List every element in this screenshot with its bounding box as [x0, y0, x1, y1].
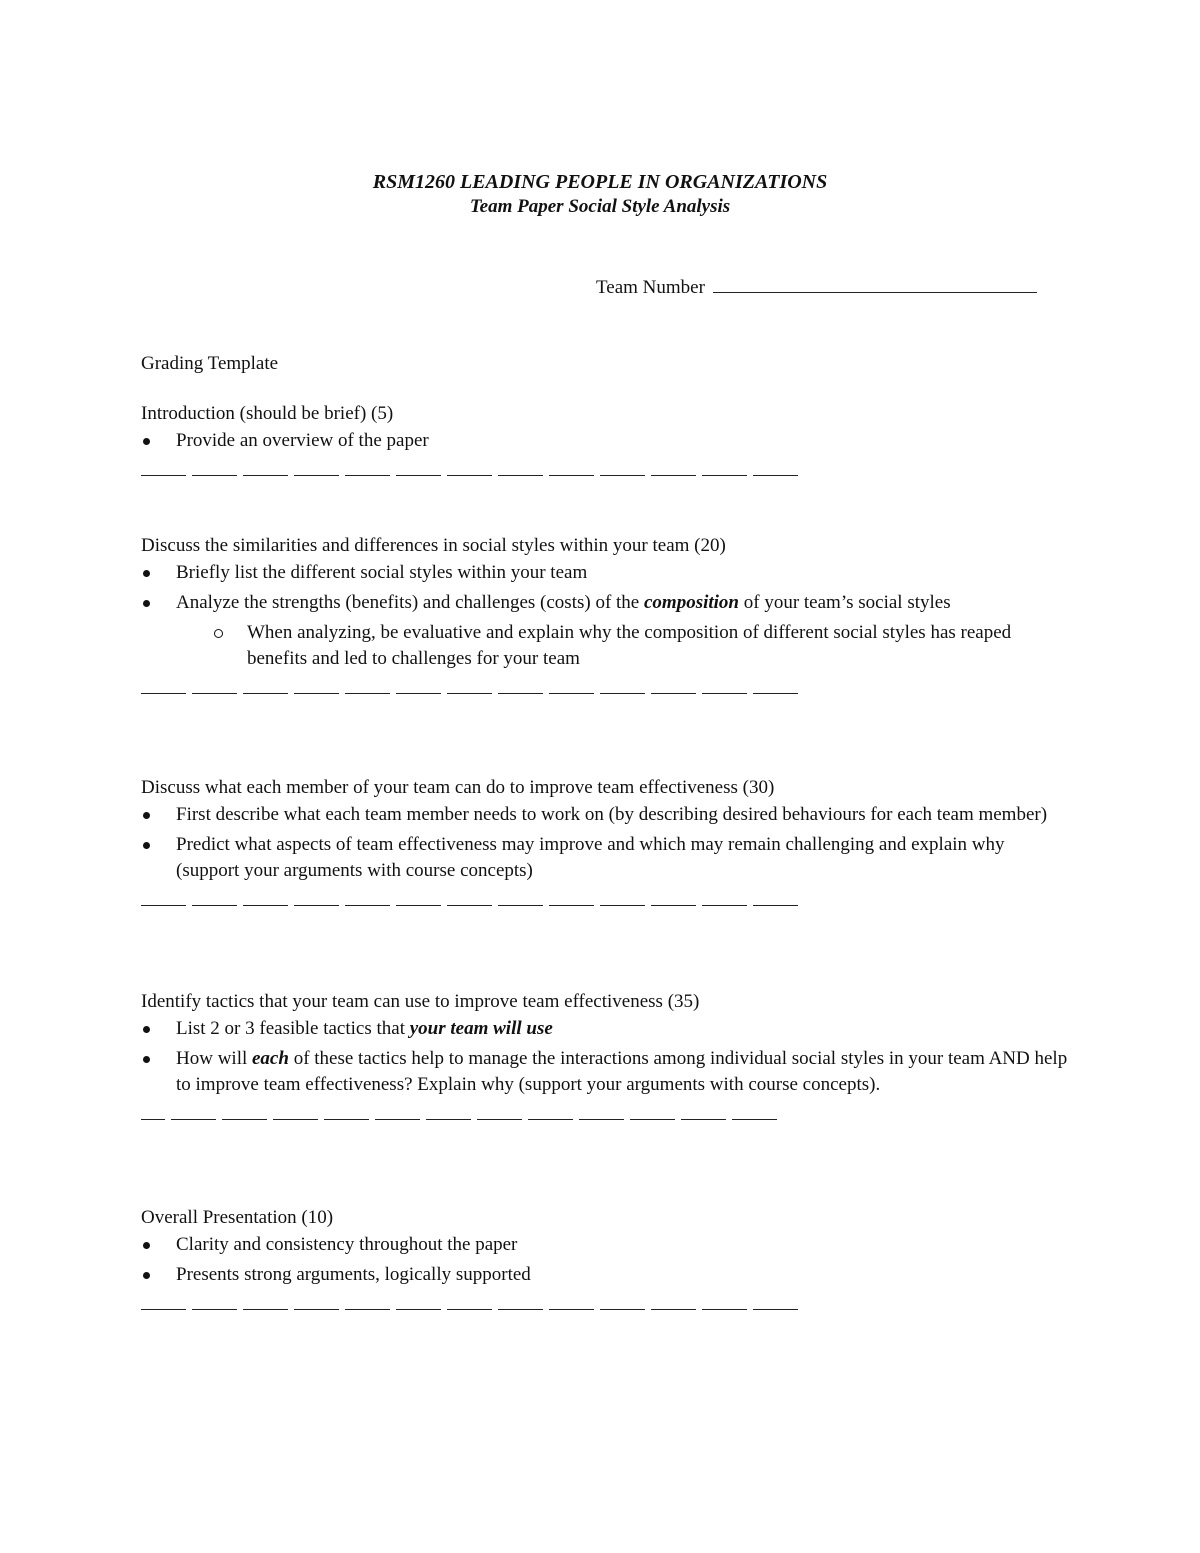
bullet-icon: [143, 1242, 150, 1249]
score-line: [141, 888, 1071, 906]
bullet-emphasis: composition: [643, 592, 739, 613]
section-heading: Discuss the similarities and differences in social styles within your team (20): [141, 535, 726, 556]
bullet-icon: [143, 842, 150, 849]
title-block: [0, 170, 1200, 218]
bullet-item: [141, 802, 1071, 828]
bullet-item: [141, 1232, 1071, 1258]
score-line: [141, 458, 1071, 476]
bullet-icon: [143, 438, 150, 445]
section-member-improvement: [141, 776, 1071, 906]
bullet-icon: [143, 812, 150, 819]
section-tactics: [141, 990, 1071, 1120]
bullet-text: Provide an overview of the paper: [176, 430, 429, 451]
bullet-item: [141, 428, 1071, 454]
bullet-text: Briefly list the different social styles within your team: [176, 562, 588, 583]
bullet-icon: [143, 1056, 150, 1063]
score-line: [141, 676, 1071, 694]
bullet-item: [141, 560, 1071, 586]
section-heading: Overall Presentation (10): [141, 1207, 334, 1228]
team-number-field: [596, 274, 1037, 300]
section-heading: Identify tactics that your team can use to improve team effectiveness (35): [141, 991, 700, 1012]
bullet-item: [141, 590, 1071, 616]
bullet-text: List 2 or 3 feasible tactics that: [176, 1018, 405, 1039]
bullet-icon: [143, 570, 150, 577]
bullet-emphasis: your team will use: [409, 1018, 553, 1039]
grading-template-label: Grading Template: [141, 353, 279, 374]
section-heading: Introduction (should be brief) (5): [141, 403, 394, 424]
sub-bullet-icon: [214, 629, 223, 638]
score-line: [141, 1102, 1071, 1120]
bullet-text: Analyze the strengths (benefits) and challenges (costs) of the: [176, 592, 640, 613]
bullet-text: First describe what each team member needs to work on (by describing desired behaviours for each team member): [176, 804, 1048, 825]
bullet-text: of these tactics help to manage the interactions among individual social styles in your team AND help to improve team effectiveness? Explain why (support your arguments with course concepts).: [176, 1048, 1068, 1095]
bullet-emphasis: each: [252, 1048, 289, 1069]
team-number-blank: [713, 274, 1037, 293]
sub-bullet-item: [141, 620, 1071, 672]
section-overall-presentation: [141, 1206, 1071, 1310]
paper-subtitle: Team Paper Social Style Analysis: [469, 196, 731, 217]
course-title: RSM1260 LEADING PEOPLE IN ORGANIZATIONS: [372, 171, 828, 193]
bullet-item: [141, 1046, 1071, 1098]
bullet-item: [141, 832, 1071, 884]
bullet-text: Predict what aspects of team effectiveness may improve and which may remain challenging and explain why (support your arguments with course concepts): [176, 834, 1005, 881]
bullet-icon: [143, 1272, 150, 1279]
bullet-icon: [143, 1026, 150, 1033]
bullet-item: [141, 1262, 1071, 1288]
bullet-text: Clarity and consistency throughout the paper: [176, 1234, 518, 1255]
sub-bullet-text: When analyzing, be evaluative and explain why the composition of different social styles has reaped benefits and led to challenges for your team: [247, 622, 1012, 669]
bullet-icon: [143, 600, 150, 607]
bullet-text: How will: [176, 1048, 248, 1069]
section-heading: Discuss what each member of your team can do to improve team effectiveness (30): [141, 777, 775, 798]
section-introduction: [141, 402, 1071, 476]
score-line: [141, 1292, 1071, 1310]
bullet-text: of your team’s social styles: [743, 592, 951, 613]
section-similarities-differences: [141, 534, 1071, 694]
bullet-item: [141, 1016, 1071, 1042]
team-number-label: Team Number: [596, 277, 705, 298]
bullet-text: Presents strong arguments, logically supported: [176, 1264, 531, 1285]
